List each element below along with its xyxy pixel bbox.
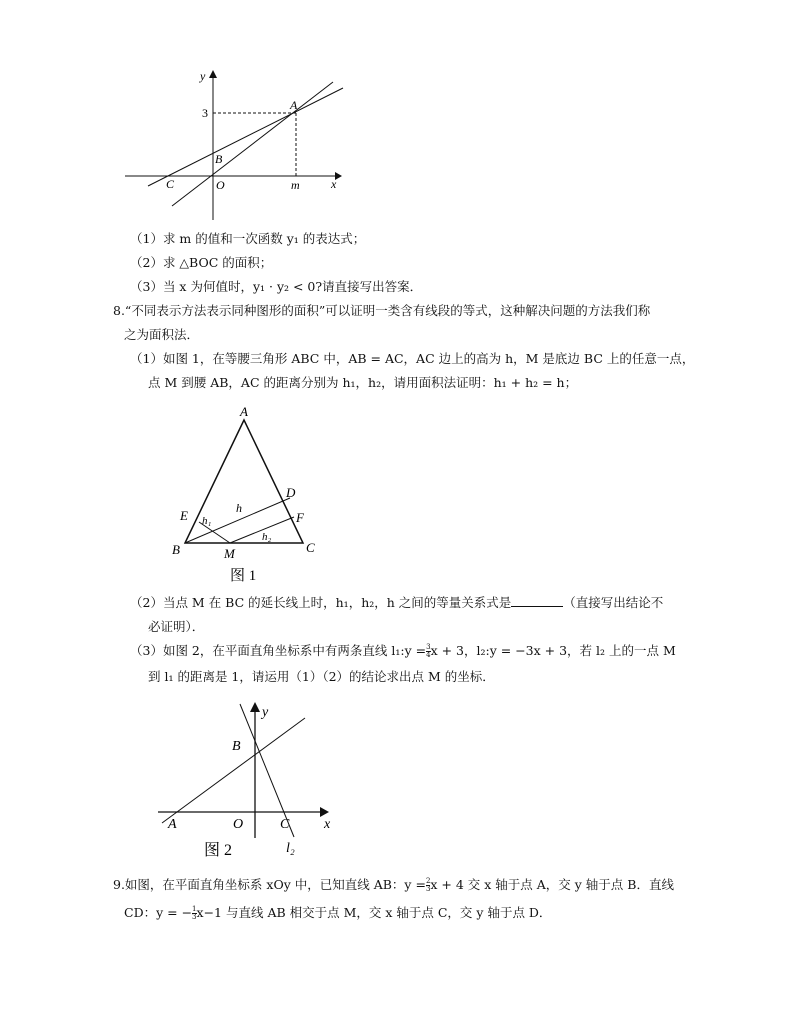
q9-line2	[124, 904, 551, 922]
fraction-numerator: 3	[426, 643, 431, 651]
q8-part2-text-b: （直接写出结论不	[563, 595, 664, 610]
line-y2	[172, 82, 333, 206]
label-h2: h₂	[262, 531, 272, 543]
label-l2: l₂	[286, 841, 295, 856]
fraction-denominator: 4	[426, 651, 431, 659]
label-x: x	[331, 177, 337, 191]
label-h: h	[236, 501, 242, 515]
label-E: E	[180, 508, 188, 523]
q8-part3-line2: 到 l₁ 的距离是 1，请运用（1）（2）的结论求出点 M 的坐标．	[148, 669, 495, 684]
q9-text-a: 9.如图，在平面直角坐标系 xOy 中，已知直线 AB：y =	[113, 877, 426, 892]
q8-part1-line1: （1）如图 1，在等腰三角形 ABC 中，AB = AC，AC 边上的高为 h，M 是底边 BC 上的任意一点，	[130, 351, 695, 366]
label-F: F	[296, 510, 304, 525]
q8-part3-text-a: （3）如图 2，在平面直角坐标系中有两条直线 l₁:y =	[130, 643, 427, 658]
label-D: D	[286, 485, 296, 500]
label-y: y	[200, 69, 206, 83]
q8-stem-line1: 8.“不同表示方法表示同种图形的面积”可以证明一类含有线段的等式，这种解决问题的方法我们称	[113, 303, 651, 318]
label-O: O	[216, 178, 225, 192]
q8-part3-text-b: x + 3，l₂:y = −3x + 3，若 l₂ 上的一点 M	[430, 643, 676, 658]
q7-part2: （2）求 △BOC 的面积；	[130, 255, 273, 270]
figure-2-graph	[152, 700, 342, 860]
q8-stem-line2: 之为面积法．	[124, 327, 200, 342]
answer-blank[interactable]	[511, 594, 563, 607]
fraction-numerator: 2	[425, 877, 431, 885]
fraction-denominator: 3	[425, 885, 431, 893]
x-axis-arrow	[320, 807, 329, 817]
q7-part3: （3）当 x 为何值时，y₁ · y₂ < 0?请直接写出答案．	[130, 279, 423, 294]
q9-text-c: CD：y = −	[124, 905, 193, 920]
line-l1	[162, 718, 305, 823]
figure-top-graph	[120, 62, 350, 222]
q9-line1	[113, 876, 674, 894]
line-y1	[148, 88, 343, 186]
q8-part2-line2: 必证明）．	[148, 619, 205, 634]
label-A: A	[168, 817, 177, 832]
fraction-denominator: 3	[192, 913, 197, 921]
q8-part1-line2: 点 M 到腰 AB，AC 的距离分别为 h₁，h₂，请用面积法证明：h₁ + h₂ = h；	[148, 375, 578, 390]
label-C: C	[306, 540, 315, 555]
label-B: B	[172, 542, 180, 557]
fraction-numerator: 1	[192, 905, 197, 913]
label-O: O	[233, 817, 244, 832]
y-axis-arrow	[250, 702, 260, 712]
label-C: C	[166, 177, 175, 191]
label-m: m	[291, 178, 300, 192]
q7-part1: （1）求 m 的值和一次函数 y₁ 的表达式；	[130, 231, 366, 246]
label-3: 3	[202, 106, 208, 120]
figure-1-triangle	[168, 400, 328, 585]
label-M: M	[224, 546, 235, 561]
q8-part2-line1	[130, 594, 663, 612]
label-h1: h₁	[202, 515, 212, 527]
label-x: x	[324, 817, 331, 832]
figure-1-caption: 图 1	[230, 568, 257, 584]
q9-text-b: x + 4 交 x 轴于点 A，交 y 轴于点 B．直线	[430, 877, 674, 892]
label-C: C	[280, 817, 290, 832]
label-y: y	[262, 705, 269, 720]
q9-text-d: x−1 与直线 AB 相交于点 M，交 x 轴于点 C，交 y 轴于点 D．	[196, 905, 552, 920]
y-axis-arrow	[209, 70, 217, 78]
label-B: B	[215, 152, 223, 166]
label-B: B	[232, 739, 241, 754]
figure-2-caption: 图 2	[204, 842, 233, 859]
label-A: A	[240, 404, 248, 419]
q8-part3-line1	[130, 642, 676, 660]
label-A: A	[290, 98, 298, 112]
q8-part2-text-a: （2）当点 M 在 BC 的延长线上时，h₁，h₂，h 之间的等量关系式是	[130, 595, 512, 610]
